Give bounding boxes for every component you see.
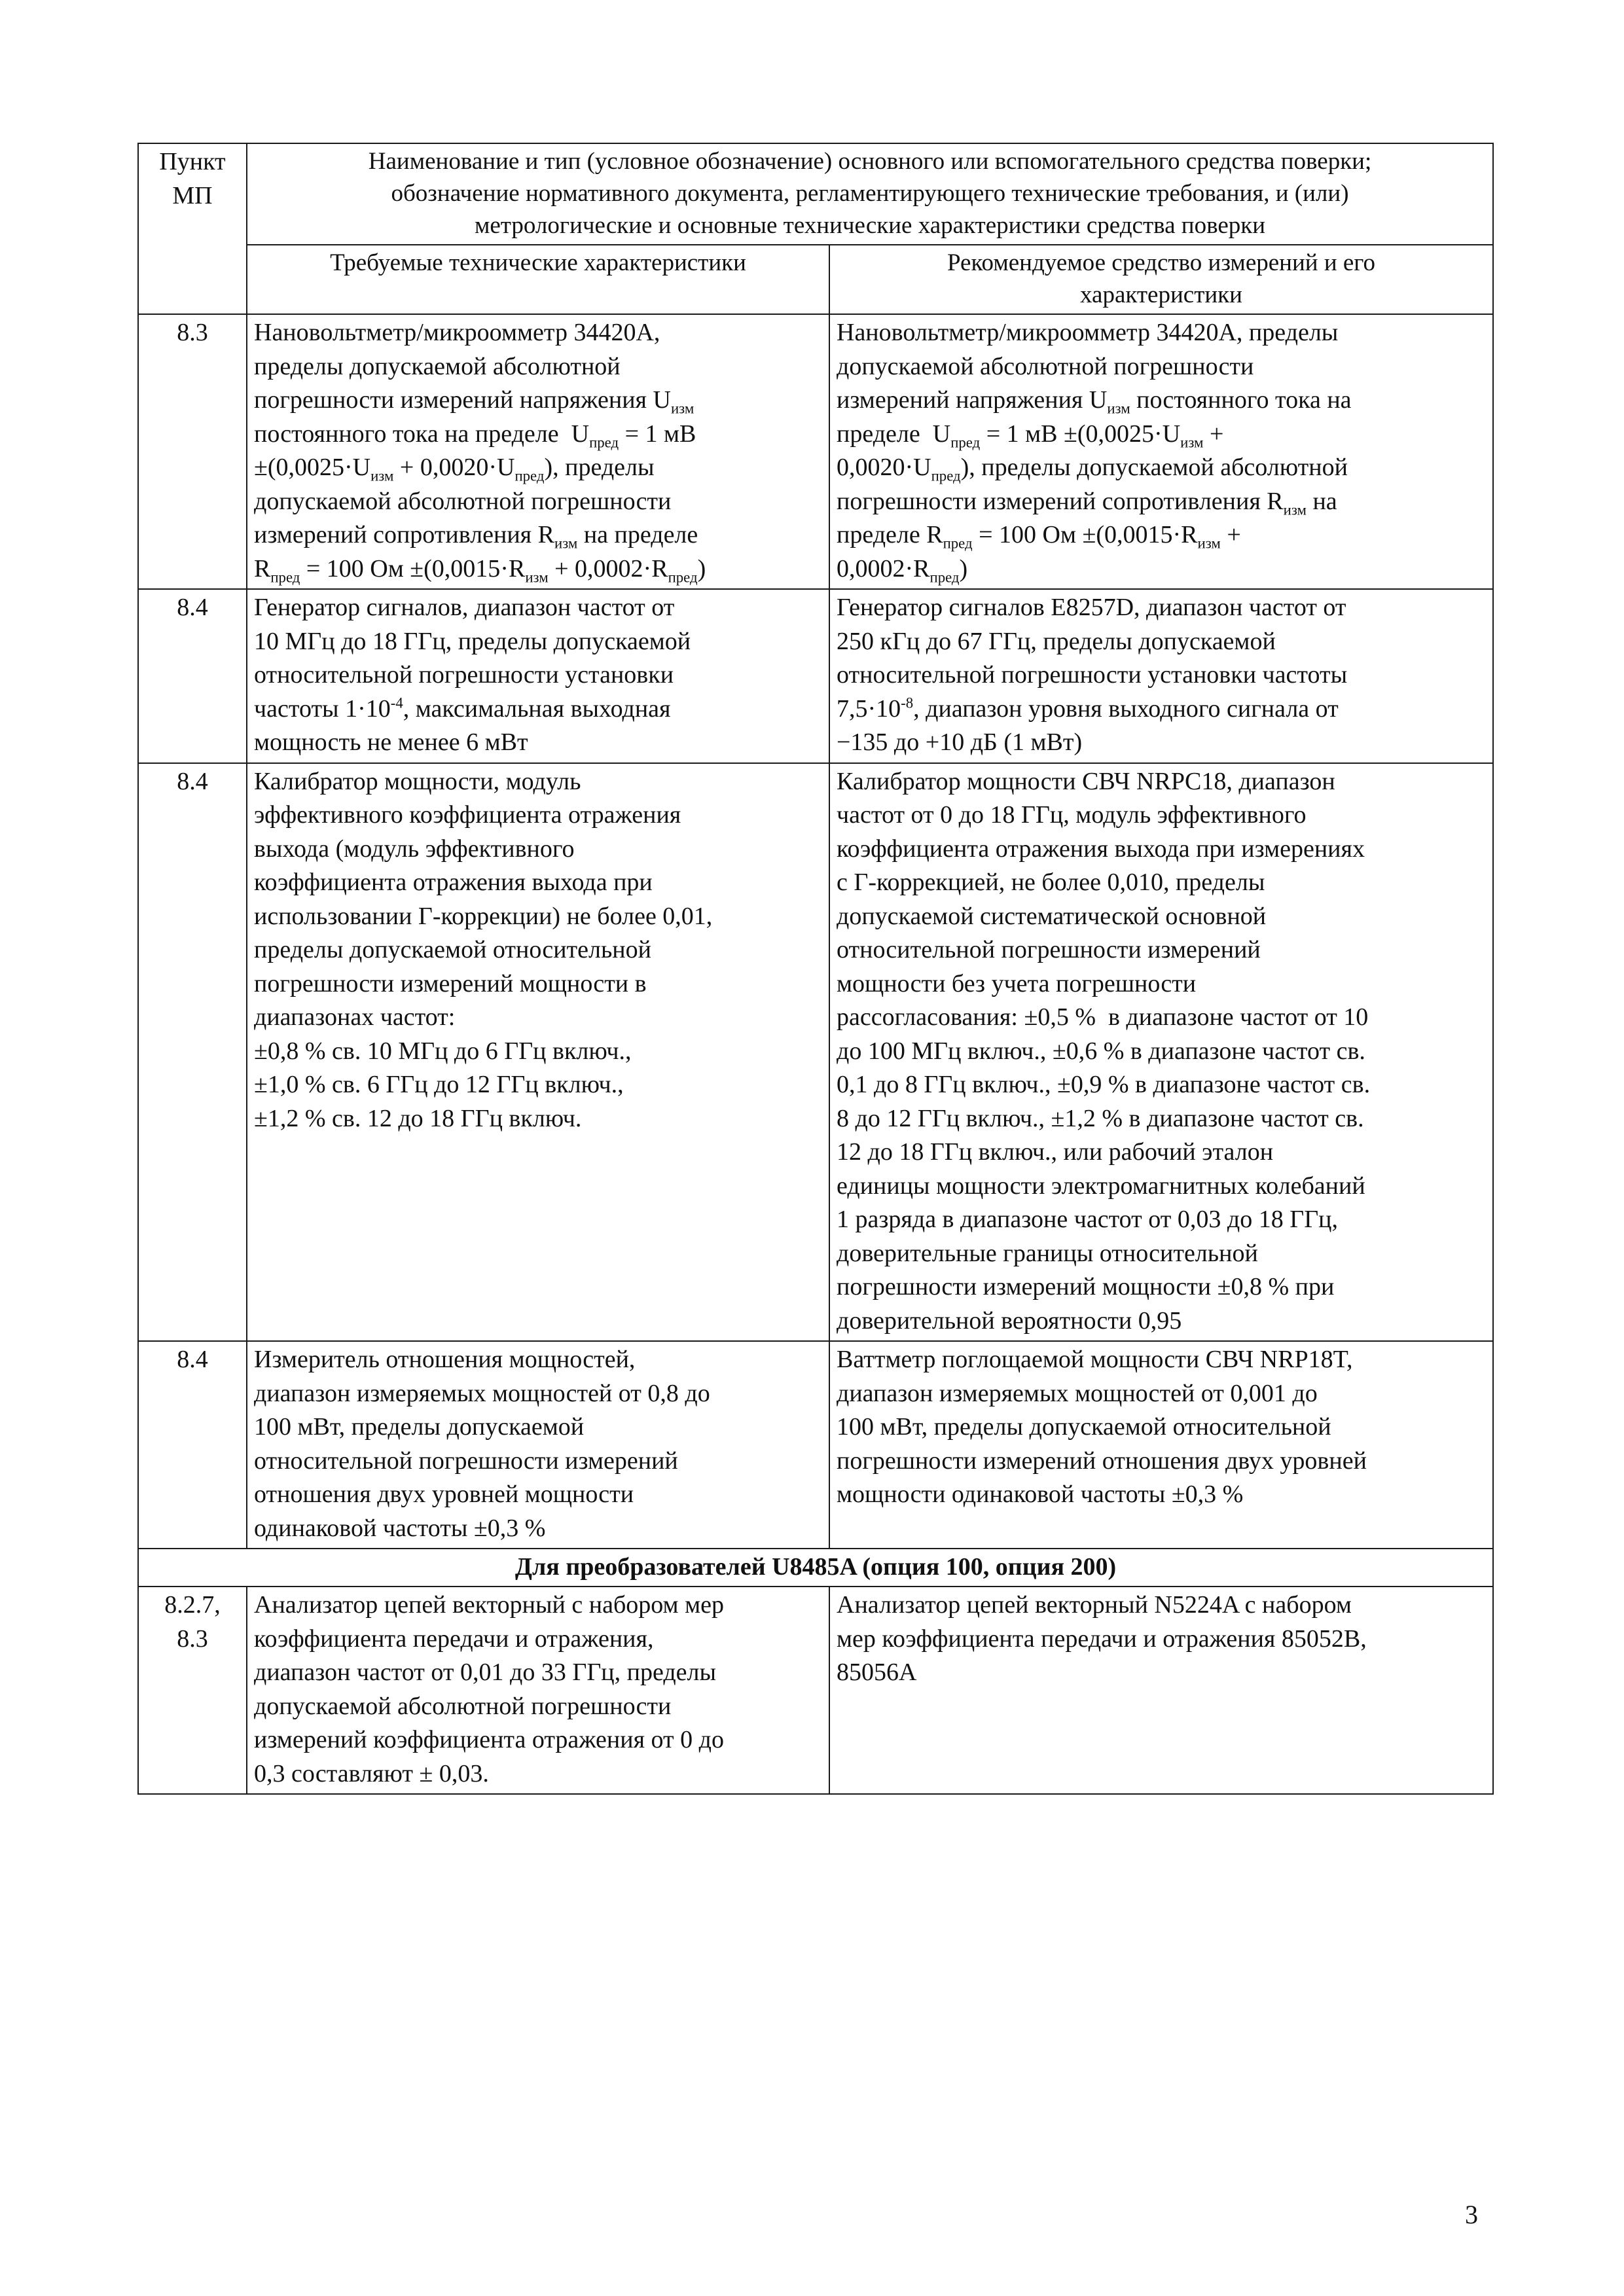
recommended-line: $0,0020\cdot U_{пред}$), пределы допускаемой абсолютной — [837, 454, 1348, 484]
required-line: измерений коэффициента отражения от 0 до — [254, 1726, 724, 1753]
verification-means-table — [137, 143, 1494, 1795]
required-line: Анализатор цепей векторный с набором мер — [254, 1591, 725, 1619]
recommended-line: единицы мощности электромагнитных колебаний — [837, 1172, 1365, 1200]
recommended-line: доверительные границы относительной — [837, 1239, 1258, 1267]
header-main-line: Наименование и тип (условное обозначение) основного или вспомогательного средства поверки; — [368, 148, 1372, 175]
required-line: диапазонах частот: — [254, 1003, 456, 1031]
recommended-line: измерений напряжения $U_{изм}$ постоянного тока на — [837, 386, 1352, 417]
section-title: Для преобразователей U8485A (опция 100, опция 200) — [138, 1549, 1493, 1587]
header-main-line: обозначение нормативного документа, регламентирующего технические требования, и (или) — [391, 180, 1349, 207]
table-row — [138, 589, 1493, 763]
required-line: погрешности измерений мощности в — [254, 969, 647, 997]
table-row — [138, 763, 1493, 1342]
recommended-line: 1 разряда в диапазоне частот от 0,03 до 18 ГГц, — [837, 1206, 1338, 1233]
required-line: Нановольтметр/микроомметр 34420А, — [254, 319, 660, 346]
required-line: диапазон измеряемых мощностей от 0,8 до — [254, 1379, 710, 1407]
recommended-line: −135 до +10 дБ (1 мВт) — [837, 728, 1083, 756]
page-number: 3 — [1465, 2200, 1478, 2229]
required-line: использовании Г-коррекции) не более 0,01, — [254, 902, 713, 930]
recommended-line: погрешности измерений отношения двух уровней — [837, 1446, 1367, 1475]
recommended-cell — [829, 763, 1493, 1342]
required-line: допускаемой абсолютной погрешности — [254, 487, 672, 515]
recommended-line: пределе $U_{пред} = 1$ мВ $\pm(0,0025\cdot U_{изм}$ + — [837, 420, 1224, 451]
header-required-cell — [247, 245, 829, 314]
required-line: 100 мВт, пределы допускаемой — [254, 1413, 585, 1441]
recommended-line: 0,1 до 8 ГГц включ., ±0,9 % в диапазоне частот св. — [837, 1071, 1371, 1098]
header-main-line: метрологические и основные технические характеристики средства поверки — [474, 212, 1266, 239]
header-punkt: Пункт МП — [159, 148, 226, 209]
required-cell — [247, 1587, 829, 1794]
recommended-line: допускаемой систематической основной — [837, 902, 1267, 930]
required-cell — [247, 589, 829, 763]
recommended-line: 85056A — [837, 1659, 917, 1686]
recommended-line: Ваттметр поглощаемой мощности СВЧ NRP18T, — [837, 1346, 1353, 1373]
recommended-cell — [829, 1341, 1493, 1549]
required-line: ±1,0 % св. 6 ГГц до 12 ГГц включ., — [254, 1071, 624, 1098]
header-recommended-line: характеристики — [1080, 281, 1242, 308]
required-line: Калибратор мощности, модуль — [254, 767, 581, 795]
required-line: $\pm(0,0025\cdot U_{изм} + 0,0020\cdot U_{пред})$, пределы — [254, 454, 655, 484]
required-line: пределы допускаемой относительной — [254, 936, 651, 963]
required-line: одинаковой частоты ±0,3 % — [254, 1514, 546, 1542]
required-line: 0,3 составляют ± 0,03. — [254, 1759, 489, 1787]
recommended-line: доверительной вероятности 0,95 — [837, 1306, 1182, 1335]
required-line: эффективного коэффициента отражения — [254, 801, 681, 829]
required-line: ±0,8 % св. 10 МГц до 6 ГГц включ., — [254, 1037, 632, 1065]
recommended-cell — [829, 589, 1493, 763]
required-line: ±1,2 % св. 12 до 18 ГГц включ. — [254, 1104, 582, 1132]
required-cell — [247, 314, 829, 589]
recommended-line: $7,5\cdot 10^{-8}$, диапазон уровня выходного сигнала от — [837, 694, 1339, 723]
required-line: измерений сопротивления $R_{изм}$ на пределе — [254, 521, 698, 552]
recommended-line: до 100 МГц включ., ±0,6 % в диапазоне частот св. — [837, 1037, 1365, 1065]
required-line: пределы допускаемой абсолютной — [254, 352, 621, 380]
subheader-row — [138, 245, 1493, 314]
punkt-line: 8.3 — [177, 1624, 208, 1653]
recommended-line: допускаемой абсолютной погрешности — [837, 352, 1254, 380]
required-line: отношения двух уровней мощности — [254, 1480, 634, 1508]
recommended-line: 100 мВт, пределы допускаемой относительной — [837, 1413, 1331, 1441]
punkt-line: 8.2.7, — [164, 1591, 221, 1619]
required-line: Генератор сигналов, диапазон частот от — [254, 594, 675, 621]
header-main-cell — [247, 143, 1493, 245]
required-cell — [247, 763, 829, 1342]
recommended-line: Калибратор мощности СВЧ NRPC18, диапазон — [837, 767, 1335, 795]
required-cell — [247, 1341, 829, 1549]
recommended-line: 8 до 12 ГГц включ., ±1,2 % в диапазоне частот св. — [837, 1104, 1364, 1132]
punkt-cell: 8.4 — [138, 1341, 247, 1549]
recommended-line: Генератор сигналов E8257D, диапазон частот от — [837, 594, 1346, 621]
required-line: погрешности измерений напряжения $U_{изм}$ — [254, 386, 695, 417]
recommended-line: диапазон измеряемых мощностей от 0,001 до — [837, 1379, 1318, 1407]
required-line: коэффициента передачи и отражения, — [254, 1624, 654, 1653]
recommended-cell — [829, 314, 1493, 589]
recommended-line: относительной погрешности измерений — [837, 936, 1261, 963]
required-line: $R_{пред} = 100$ Ом $\pm(0,0015\cdot R_{изм} + 0,0002\cdot R_{пред})$ — [254, 554, 706, 586]
header-recommended-cell — [829, 245, 1493, 314]
header-row — [138, 143, 1493, 245]
recommended-line: коэффициента отражения выхода при измерениях — [837, 834, 1365, 863]
required-line: относительной погрешности установки — [254, 661, 674, 689]
recommended-line: мощности одинаковой частоты ±0,3 % — [837, 1480, 1244, 1508]
table-row — [138, 1587, 1493, 1794]
required-line: постоянного тока на пределе $U_{пред} = 1$ мВ — [254, 420, 696, 451]
section-row — [138, 1549, 1493, 1587]
recommended-cell — [829, 1587, 1493, 1794]
table-row — [138, 314, 1493, 589]
required-line: частоты $1\cdot 10^{-4}$, максимальная выходная — [254, 694, 671, 723]
recommended-line: мер коэффициента передачи и отражения 85052B, — [837, 1624, 1367, 1653]
recommended-line: Анализатор цепей векторный N5224A с набором — [837, 1591, 1352, 1619]
recommended-line: с Г-коррекцией, не более 0,010, пределы — [837, 869, 1265, 896]
punkt-cell — [138, 1587, 247, 1794]
recommended-line: пределе $R_{пред} = 100$ Ом $\pm(0,0015\cdot R_{изм}$ + — [837, 521, 1241, 552]
required-line: коэффициента отражения выхода при — [254, 869, 653, 896]
recommended-line: 250 кГц до 67 ГГц, пределы допускаемой — [837, 627, 1276, 655]
header-recommended-line: Рекомендуемое средство измерений и его — [947, 249, 1376, 276]
required-line: мощность не менее 6 мВт — [254, 728, 528, 756]
header-punkt-cell — [138, 143, 247, 314]
recommended-line: рассогласования: ±0,5 % в диапазоне частот от 10 — [837, 1003, 1369, 1031]
recommended-line: частот от 0 до 18 ГГц, модуль эффективного — [837, 801, 1307, 829]
recommended-line: относительной погрешности установки частоты — [837, 661, 1348, 689]
recommended-line: Нановольтметр/микроомметр 34420А, пределы — [837, 319, 1339, 346]
required-line: относительной погрешности измерений — [254, 1446, 678, 1475]
recommended-line: 12 до 18 ГГц включ., или рабочий эталон — [837, 1138, 1274, 1166]
table-row — [138, 1341, 1493, 1549]
required-line: Измеритель отношения мощностей, — [254, 1346, 636, 1373]
required-line: выхода (модуль эффективного — [254, 834, 575, 863]
recommended-line: погрешности измерений сопротивления $R_{изм}$ на — [837, 487, 1337, 518]
punkt-cell: 8.4 — [138, 763, 247, 1342]
required-line: 10 МГц до 18 ГГц, пределы допускаемой — [254, 627, 691, 655]
punkt-cell: 8.3 — [138, 314, 247, 589]
recommended-line: $0,0002\cdot R_{пред}$) — [837, 554, 968, 586]
recommended-line: мощности без учета погрешности — [837, 969, 1197, 997]
required-line: допускаемой абсолютной погрешности — [254, 1692, 672, 1720]
required-line: диапазон частот от 0,01 до 33 ГГц, пределы — [254, 1659, 717, 1686]
recommended-line: погрешности измерений мощности ±0,8 % при — [837, 1273, 1335, 1300]
punkt-cell: 8.4 — [138, 589, 247, 763]
header-required: Требуемые технические характеристики — [330, 249, 746, 276]
